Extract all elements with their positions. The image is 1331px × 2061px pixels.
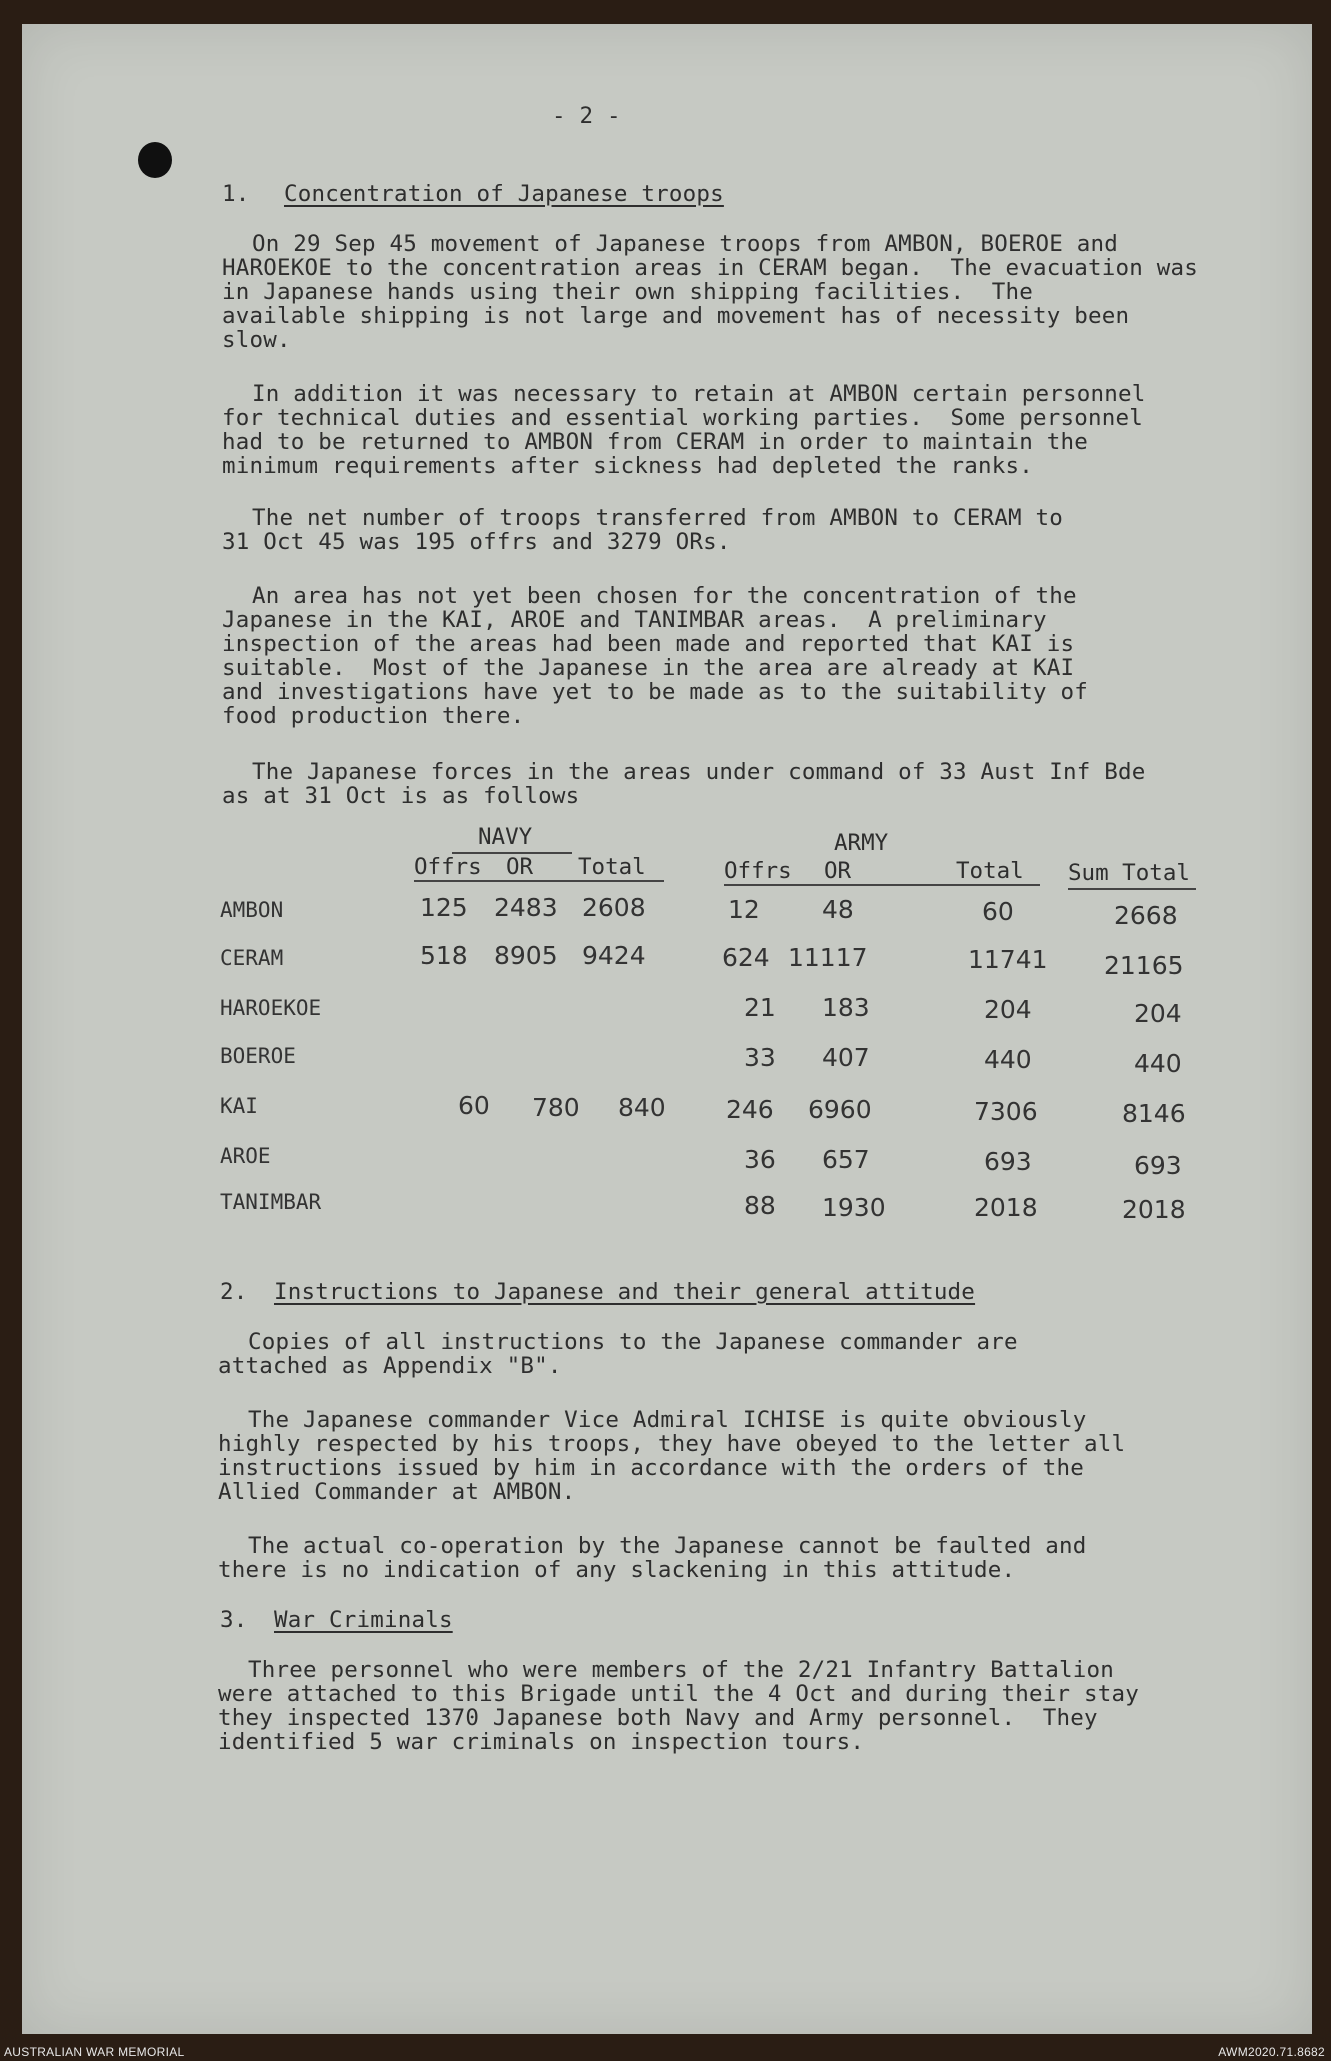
row-label-ceram: CERAM <box>220 946 284 970</box>
cell-ceram-army-total: 11741 <box>968 945 1048 974</box>
paragraph-2-line-4: minimum requirements after sickness had depleted the ranks. <box>222 453 1034 479</box>
cell-kai-army-total: 7306 <box>974 1097 1038 1126</box>
col-navy-total: Total <box>578 854 646 880</box>
col-navy-offrs: Offrs <box>414 854 482 880</box>
cell-tanimbar-army-total: 2018 <box>974 1193 1038 1222</box>
cell-ambon-navy-total: 2608 <box>582 893 646 922</box>
cell-ceram-army-offrs: 624 <box>722 943 770 972</box>
cell-ambon-army-or: 48 <box>822 895 854 924</box>
paragraph-2-line-1: In addition it was necessary to retain at AMBON certain personnel <box>252 381 1146 407</box>
paragraph-1-line-1: On 29 Sep 45 movement of Japanese troops from AMBON, BOEROE and <box>252 231 1119 257</box>
cell-ceram-navy-total: 9424 <box>582 941 646 970</box>
cell-tanimbar-army-offrs: 88 <box>744 1191 776 1220</box>
row-label-kai: KAI <box>220 1094 258 1118</box>
section-1-title: Concentration of Japanese troops <box>284 181 724 207</box>
s2-paragraph-1-line-1: Copies of all instructions to the Japanese commander are <box>248 1329 1018 1355</box>
paragraph-1-line-2: HAROEKOE to the concentration areas in CERAM began. The evacuation was <box>222 255 1198 281</box>
section-3-title: War Criminals <box>274 1607 453 1633</box>
col-army-offrs: Offrs <box>724 858 792 884</box>
col-sum-total: Sum Total <box>1068 860 1190 886</box>
paragraph-2-line-2: for technical duties and essential working parties. Some personnel <box>222 405 1143 431</box>
section-2-title: Instructions to Japanese and their general attitude <box>274 1279 976 1305</box>
punch-hole <box>138 142 172 178</box>
cell-kai-navy-total: 840 <box>618 1093 666 1122</box>
cell-ambon-navy-or: 2483 <box>494 893 558 922</box>
cell-ambon-army-offrs: 12 <box>728 895 760 924</box>
paragraph-4-line-5: and investigations have yet to be made as to the suitability of <box>222 679 1089 705</box>
section-3-number: 3. <box>220 1607 248 1633</box>
s2-paragraph-3-line-2: there is no indication of any slackening in this attitude. <box>218 1557 1016 1583</box>
paragraph-5-line-1: The Japanese forces in the areas under command of 33 Aust Inf Bde <box>252 759 1146 785</box>
col-army-or: OR <box>824 858 852 884</box>
paragraph-4-line-1: An area has not yet been chosen for the concentration of the <box>252 583 1077 609</box>
cell-aroe-sum-total: 693 <box>1134 1151 1182 1180</box>
paragraph-2-line-3: had to be returned to AMBON from CERAM in order to maintain the <box>222 429 1089 455</box>
cell-ambon-army-total: 60 <box>982 897 1014 926</box>
cell-boeroe-sum-total: 440 <box>1134 1049 1182 1078</box>
col-navy-or: OR <box>506 854 534 880</box>
s2-paragraph-3-line-1: The actual co-operation by the Japanese cannot be faulted and <box>248 1533 1087 1559</box>
cell-haroekoe-army-offrs: 21 <box>744 993 776 1022</box>
cell-aroe-army-or: 657 <box>822 1145 870 1174</box>
cell-kai-navy-offrs: 60 <box>458 1091 490 1120</box>
cell-tanimbar-army-or: 1930 <box>822 1193 886 1222</box>
footer-institution: AUSTRALIAN WAR MEMORIAL <box>4 2045 185 2059</box>
cell-haroekoe-army-or: 183 <box>822 993 870 1022</box>
s2-paragraph-2-line-4: Allied Commander at AMBON. <box>218 1479 576 1505</box>
cell-ambon-navy-offrs: 125 <box>420 893 468 922</box>
col-army-total: Total <box>956 858 1024 884</box>
row-label-boeroe: BOEROE <box>220 1044 296 1068</box>
paragraph-3-line-1: The net number of troops transferred from AMBON to CERAM to <box>252 505 1064 531</box>
s2-paragraph-2-line-1: The Japanese commander Vice Admiral ICHISE is quite obviously <box>248 1407 1087 1433</box>
section-1-number: 1. <box>222 181 250 207</box>
s2-paragraph-2-line-3: instructions issued by him in accordance with the orders of the <box>218 1455 1085 1481</box>
table-sum-header-rule <box>1068 888 1196 890</box>
cell-ceram-navy-or: 8905 <box>494 941 558 970</box>
cell-kai-army-or: 6960 <box>808 1095 872 1124</box>
cell-ceram-navy-offrs: 518 <box>420 941 468 970</box>
document-page <box>22 24 1312 2034</box>
paragraph-1-line-4: available shipping is not large and movement has of necessity been <box>222 303 1130 329</box>
cell-boeroe-army-total: 440 <box>984 1045 1032 1074</box>
s3-paragraph-1-line-2: were attached to this Brigade until the 4 Oct and during their stay <box>218 1681 1139 1707</box>
cell-tanimbar-sum-total: 2018 <box>1122 1195 1186 1224</box>
cell-boeroe-army-offrs: 33 <box>744 1043 776 1072</box>
paragraph-1-line-5: slow. <box>222 327 291 353</box>
row-label-ambon: AMBON <box>220 898 284 922</box>
paragraph-4-line-4: suitable. Most of the Japanese in the area are already at KAI <box>222 655 1075 681</box>
cell-kai-army-offrs: 246 <box>726 1095 774 1124</box>
cell-ambon-sum-total: 2668 <box>1114 901 1178 930</box>
footer-accession-number: AWM2020.71.8682 <box>1218 2045 1325 2059</box>
cell-haroekoe-sum-total: 204 <box>1134 999 1182 1028</box>
table-army-header-rule <box>724 884 1040 886</box>
paragraph-4-line-6: food production there. <box>222 703 525 729</box>
row-label-haroekoe: HAROEKOE <box>220 996 322 1020</box>
row-label-aroe: AROE <box>220 1144 271 1168</box>
table-navy-header-rule <box>414 880 664 882</box>
paragraph-4-line-3: inspection of the areas had been made and reported that KAI is <box>222 631 1075 657</box>
s2-paragraph-2-line-2: highly respected by his troops, they have obeyed to the letter all <box>218 1431 1126 1457</box>
paragraph-1-line-3: in Japanese hands using their own shipping facilities. The <box>222 279 1034 305</box>
cell-aroe-army-total: 693 <box>984 1147 1032 1176</box>
section-2-number: 2. <box>220 1279 248 1305</box>
cell-ceram-army-or: 11117 <box>788 943 868 972</box>
s3-paragraph-1-line-1: Three personnel who were members of the 2/21 Infantry Battalion <box>248 1657 1115 1683</box>
s3-paragraph-1-line-3: they inspected 1370 Japanese both Navy and Army personnel. They <box>218 1705 1098 1731</box>
row-label-tanimbar: TANIMBAR <box>220 1190 322 1214</box>
table-navy-label: NAVY <box>478 824 533 850</box>
cell-haroekoe-army-total: 204 <box>984 995 1032 1024</box>
cell-boeroe-army-or: 407 <box>822 1043 870 1072</box>
table-army-label: ARMY <box>834 830 889 856</box>
cell-aroe-army-offrs: 36 <box>744 1145 776 1174</box>
s3-paragraph-1-line-4: identified 5 war criminals on inspection tours. <box>218 1729 865 1755</box>
cell-kai-navy-or: 780 <box>532 1093 580 1122</box>
paragraph-4-line-2: Japanese in the KAI, AROE and TANIMBAR areas. A preliminary <box>222 607 1047 633</box>
page-number: - 2 - <box>552 103 621 129</box>
paragraph-3-line-2: 31 Oct 45 was 195 offrs and 3279 ORs. <box>222 529 731 555</box>
s2-paragraph-1-line-2: attached as Appendix "B". <box>218 1353 562 1379</box>
paragraph-5-line-2: as at 31 Oct is as follows <box>222 783 580 809</box>
cell-kai-sum-total: 8146 <box>1122 1099 1186 1128</box>
cell-ceram-sum-total: 21165 <box>1104 951 1184 980</box>
